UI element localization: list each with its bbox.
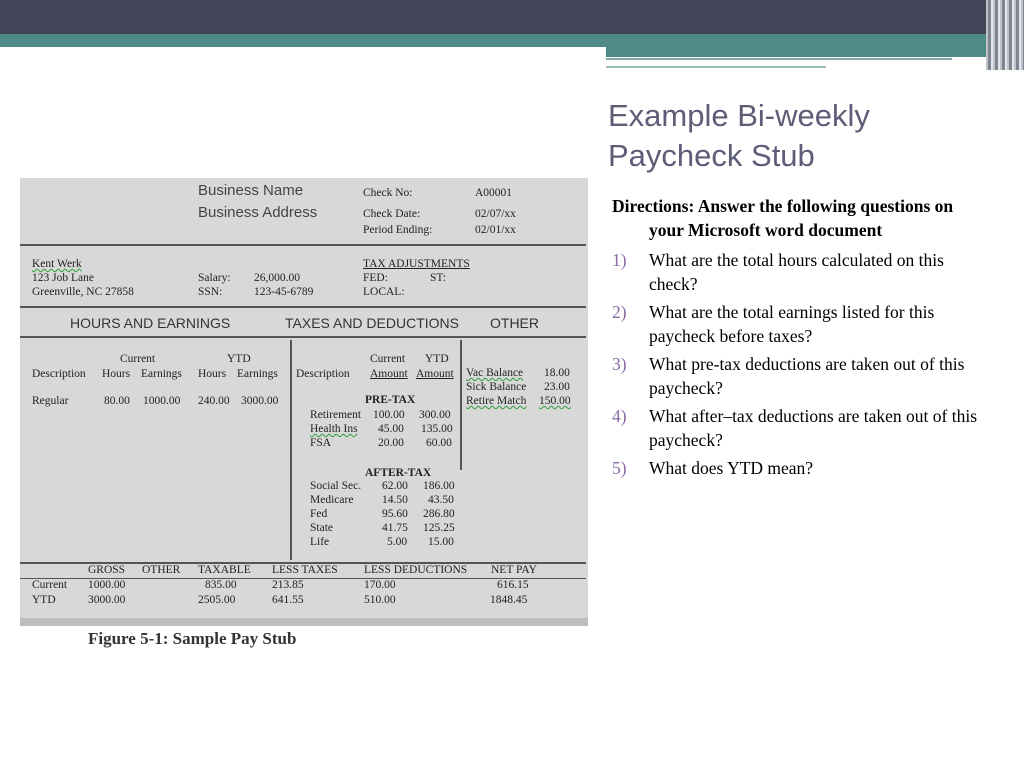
other-label: Sick Balance — [466, 381, 527, 393]
aftertax-desc: State — [310, 522, 333, 534]
fed-label: FED: — [363, 272, 388, 284]
local-label: LOCAL: — [363, 286, 405, 298]
employee-name: Kent Werk — [32, 258, 82, 270]
totals-taxable: 835.00 — [205, 579, 237, 591]
question-text: What pre-tax deductions are taken out of this paycheck? — [649, 354, 965, 398]
totals-net-pay: 616.15 — [497, 579, 529, 591]
salary: 26,000.00 — [254, 272, 300, 284]
aftertax-cur: 41.75 — [382, 522, 408, 534]
directions-panel — [612, 194, 982, 484]
column-divider — [290, 340, 292, 560]
other-value: 18.00 — [544, 367, 570, 379]
business-address: Business Address — [198, 204, 318, 221]
question-text: What are the total earnings listed for this paycheck before taxes? — [649, 302, 935, 346]
aftertax-label: AFTER-TAX — [365, 467, 432, 479]
other-label: Vac Balance — [466, 367, 524, 379]
pretax-ytd: 60.00 — [426, 437, 452, 449]
other-value: 23.00 — [544, 381, 570, 393]
regular-ytd-hours: 240.00 — [198, 395, 230, 407]
period-ending: 02/01/xx — [475, 224, 516, 236]
other-label: Retire Match — [466, 395, 527, 407]
totals-row-label: Current — [32, 579, 68, 591]
other-value: 150.00 — [539, 395, 571, 407]
question-number: 1) — [612, 250, 627, 270]
pretax-cur: 45.00 — [378, 423, 404, 435]
pretax-label: PRE-TAX — [365, 394, 416, 406]
aftertax-ytd: 43.50 — [428, 494, 454, 506]
totals-net-pay-header: NET PAY — [491, 564, 537, 576]
slide-title — [608, 96, 1008, 176]
pay-stub-image — [20, 178, 588, 618]
accent-line — [606, 58, 952, 60]
accent-bar — [0, 34, 1024, 47]
col-earnings: Earnings — [141, 368, 182, 380]
check-date-label: Check Date: — [363, 208, 421, 220]
totals-less-taxes: 213.85 — [272, 579, 304, 591]
employee-street: 123 Job Lane — [32, 272, 94, 284]
ssn-label: SSN: — [198, 286, 223, 298]
col-hours: Hours — [102, 368, 131, 380]
question-number: 2) — [612, 302, 627, 322]
question-text: What does YTD mean? — [649, 458, 814, 478]
totals-gross-header: GROSS — [88, 564, 126, 576]
period-ending-label: Period Ending: — [363, 224, 433, 236]
hours-earnings-heading: HOURS AND EARNINGS — [70, 315, 231, 331]
salary-label: Salary: — [198, 272, 231, 284]
totals-other-header: OTHER — [142, 564, 181, 576]
question-number: 3) — [612, 354, 627, 374]
totals-less-deductions-header: LESS DEDUCTIONS — [364, 564, 468, 576]
aftertax-ytd: 125.25 — [423, 522, 455, 534]
column-divider — [460, 340, 462, 470]
taxes-deductions-heading: TAXES AND DEDUCTIONS — [285, 315, 459, 331]
aftertax-ytd: 186.00 — [423, 480, 455, 492]
totals-less-deductions: 510.00 — [364, 594, 396, 606]
decorative-stripes — [986, 0, 1024, 70]
top-banner — [0, 0, 1024, 34]
col-ytd-earnings: Earnings — [237, 368, 278, 380]
question-item — [612, 456, 982, 480]
question-text: What after–tax deductions are taken out of this paycheck? — [649, 406, 978, 450]
col-tax-current: Current — [370, 353, 406, 365]
aftertax-desc: Life — [310, 536, 330, 548]
aftertax-ytd: 15.00 — [428, 536, 454, 548]
totals-row-label: YTD — [32, 594, 56, 606]
pretax-ytd: 300.00 — [419, 409, 451, 421]
col-ytd: YTD — [227, 353, 251, 365]
figure-caption: Figure 5-1: Sample Pay Stub — [88, 629, 297, 648]
aftertax-desc: Social Sec. — [310, 480, 362, 492]
totals-less-taxes-header: LESS TAXES — [272, 564, 338, 576]
stub-shadow — [20, 618, 588, 626]
divider — [20, 336, 586, 338]
ssn: 123-45-6789 — [254, 286, 314, 298]
totals-net-pay: 1848.45 — [490, 594, 528, 606]
aftertax-cur: 62.00 — [382, 480, 408, 492]
col-tax-description: Description — [296, 368, 350, 380]
regular-desc: Regular — [32, 395, 69, 407]
tax-adjustments-label: TAX ADJUSTMENTS — [363, 258, 470, 270]
title-line-1: Example Bi-weekly — [608, 98, 870, 133]
regular-ytd-earnings: 3000.00 — [241, 395, 279, 407]
col-tax-ytd-amount: Amount — [416, 368, 454, 380]
aftertax-desc: Medicare — [310, 494, 354, 506]
pretax-cur: 100.00 — [373, 409, 405, 421]
pretax-desc: FSA — [310, 437, 332, 449]
aftertax-cur: 5.00 — [387, 536, 408, 548]
check-no: A00001 — [475, 187, 513, 199]
accent-bar-right — [606, 47, 986, 57]
totals-gross: 3000.00 — [88, 594, 126, 606]
totals-gross: 1000.00 — [88, 579, 126, 591]
regular-cur-earnings: 1000.00 — [143, 395, 181, 407]
directions-heading: Directions: Answer the following questions on your Microsoft word document — [612, 196, 954, 240]
st-label: ST: — [430, 272, 447, 284]
totals-taxable: 2505.00 — [198, 594, 236, 606]
regular-cur-hours: 80.00 — [104, 395, 130, 407]
question-text: What are the total hours calculated on this check? — [649, 250, 944, 294]
question-item — [612, 300, 982, 348]
totals-taxable-header: TAXABLE — [198, 564, 251, 576]
pretax-desc: Health Ins — [310, 423, 358, 435]
col-description: Description — [32, 368, 86, 380]
question-item — [612, 248, 982, 296]
totals-less-taxes: 641.55 — [272, 594, 304, 606]
business-name: Business Name — [198, 182, 304, 199]
aftertax-ytd: 286.80 — [423, 508, 455, 520]
check-no-label: Check No: — [363, 187, 413, 199]
col-tax-ytd: YTD — [425, 353, 449, 365]
question-item — [612, 404, 982, 452]
employee-city: Greenville, NC 27858 — [32, 286, 134, 298]
col-current: Current — [120, 353, 156, 365]
title-line-2: Paycheck Stub — [608, 138, 815, 173]
aftertax-cur: 95.60 — [382, 508, 408, 520]
accent-line-2 — [606, 66, 826, 68]
col-tax-amount: Amount — [370, 368, 408, 380]
totals-less-deductions: 170.00 — [364, 579, 396, 591]
divider — [20, 244, 586, 246]
aftertax-desc: Fed — [310, 508, 328, 520]
divider — [20, 306, 586, 308]
pretax-ytd: 135.00 — [421, 423, 453, 435]
col-ytd-hours: Hours — [198, 368, 227, 380]
pretax-desc: Retirement — [310, 409, 362, 421]
question-item — [612, 352, 982, 400]
question-number: 5) — [612, 458, 627, 478]
question-number: 4) — [612, 406, 627, 426]
other-heading: OTHER — [490, 315, 539, 331]
pretax-cur: 20.00 — [378, 437, 404, 449]
aftertax-cur: 14.50 — [382, 494, 408, 506]
check-date: 02/07/xx — [475, 208, 516, 220]
